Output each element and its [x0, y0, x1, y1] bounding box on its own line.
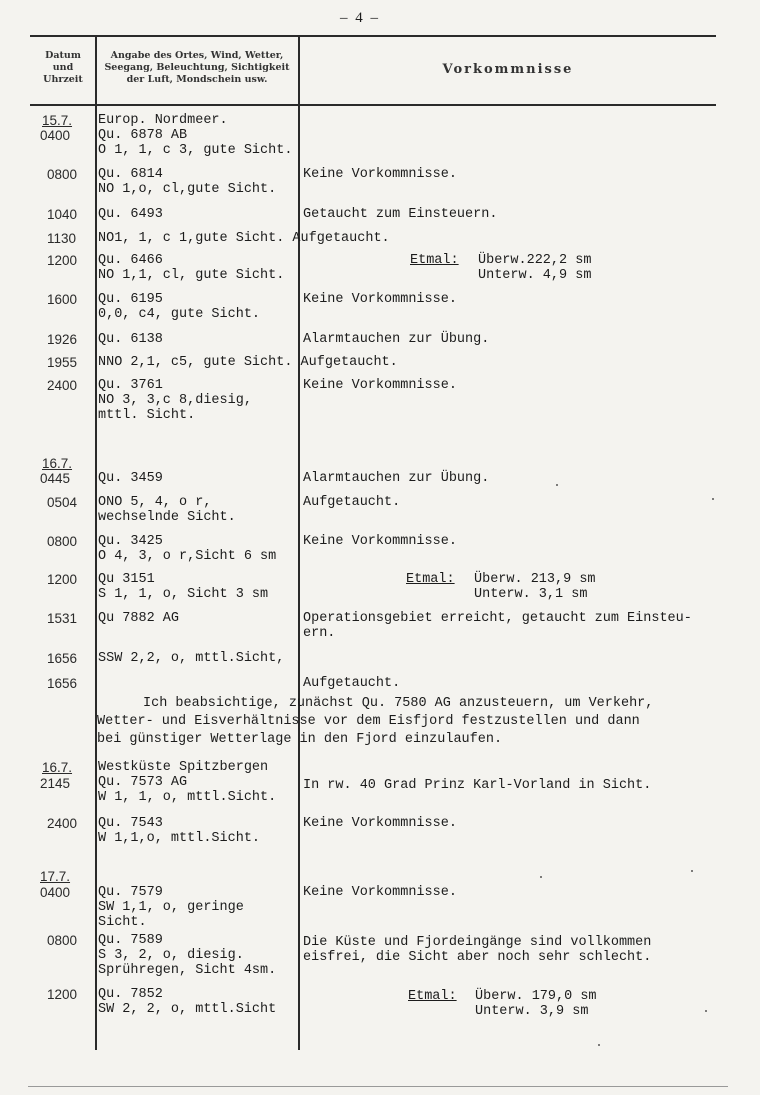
paper-speck — [540, 876, 542, 878]
entry-event: Keine Vorkommnisse. — [303, 167, 457, 182]
entry-place: Qu. 3425 O 4, 3, o r,Sicht 6 sm — [98, 534, 277, 564]
entry-time: 1200 — [47, 987, 78, 1002]
entry-date: 16.7. — [42, 456, 73, 471]
entry-time: 0400 — [40, 128, 71, 143]
entry-event: Keine Vorkommnisse. — [303, 292, 457, 307]
intention-paragraph: Ich beabsichtige, zunächst Qu. 7580 AG anzusteuern, um Verkehr, — [143, 696, 654, 711]
entry-time: 1656 — [47, 651, 78, 666]
entry-event: Alarmtauchen zur Übung. — [303, 471, 490, 486]
header-bottom-rule — [30, 104, 716, 106]
entry-place: Qu. 6493 — [98, 207, 163, 222]
header-date-time: Datum und Uhrzeit — [43, 50, 83, 85]
entry-time: 1656 — [47, 676, 78, 691]
page-bottom-rule — [28, 1086, 728, 1087]
paper-speck — [556, 484, 558, 486]
header-place-weather: Angabe des Ortes, Wind, Wetter, Seegang, Beleuchtung, Sichtigkeit der Luft, Mondschein usw. — [104, 50, 290, 85]
entry-date: 16.7. — [42, 760, 73, 775]
paper-speck — [691, 870, 693, 872]
entry-time: 0800 — [47, 167, 78, 182]
entry-time: 1531 — [47, 611, 78, 626]
paper-speck — [598, 1044, 600, 1046]
header-events: Vorkommnisse — [442, 62, 574, 77]
entry-place: NNO 2,1, c5, gute Sicht. Aufgetaucht. — [98, 355, 398, 370]
entry-time: 2145 — [40, 776, 71, 791]
intention-paragraph: Wetter- und Eisverhältnisse vor dem Eisfjord festzustellen und dann — [97, 714, 640, 729]
etmal-label: Etmal: — [408, 989, 457, 1004]
entry-time: 1600 — [47, 292, 78, 307]
entry-event: Keine Vorkommnisse. — [303, 885, 457, 900]
entry-event: Alarmtauchen zur Übung. — [303, 332, 490, 347]
entry-time: 1955 — [47, 355, 78, 370]
entry-place: Qu. 6138 — [98, 332, 163, 347]
entry-place: NO1, 1, c 1,gute Sicht. Aufgetaucht. — [98, 231, 390, 246]
entry-place: SSW 2,2, o, mttl.Sicht, — [98, 651, 285, 666]
entry-event: Aufgetaucht. — [303, 495, 401, 510]
entry-time: 0400 — [40, 885, 71, 900]
entry-place: Westküste Spitzbergen Qu. 7573 AG W 1, 1, o, mttl.Sicht. — [98, 760, 277, 805]
entry-time: 1040 — [47, 207, 78, 222]
entry-place: Europ. Nordmeer. Qu. 6878 AB O 1, 1, c 3, gute Sicht. — [98, 113, 293, 158]
entry-place: Qu. 7543 W 1,1,o, mttl.Sicht. — [98, 816, 261, 846]
entry-time: 1926 — [47, 332, 78, 347]
intention-paragraph: bei günstiger Wetterlage in den Fjord einzulaufen. — [97, 732, 503, 747]
paper-speck — [705, 1010, 707, 1012]
etmal-submerged: Unterw. 3,9 sm — [475, 1004, 589, 1019]
entry-time: 0445 — [40, 471, 71, 486]
etmal-submerged: Unterw. 3,1 sm — [474, 587, 588, 602]
page-number: – 4 – — [340, 10, 380, 26]
entry-event: Die Küste und Fjordeingänge sind vollkommen eisfrei, die Sicht aber noch sehr schlecht. — [303, 935, 652, 965]
entry-place: Qu. 6814 NO 1,o, cl,gute Sicht. — [98, 167, 277, 197]
entry-place: Qu. 3459 — [98, 471, 163, 486]
etmal-label: Etmal: — [410, 253, 459, 268]
column-divider-1 — [95, 37, 97, 1050]
entry-date: 15.7. — [42, 113, 73, 128]
entry-place: Qu 3151 S 1, 1, o, Sicht 3 sm — [98, 572, 269, 602]
entry-time: 1200 — [47, 572, 78, 587]
entry-time: 0800 — [47, 534, 78, 549]
entry-time: 0504 — [47, 495, 78, 510]
entry-event: Keine Vorkommnisse. — [303, 816, 457, 831]
paper-speck — [712, 498, 714, 500]
entry-time: 2400 — [47, 816, 78, 831]
entry-event: Operationsgebiet erreicht, getaucht zum Einsteu- ern. — [303, 611, 692, 641]
entry-place: Qu. 6466 NO 1,1, cl, gute Sicht. — [98, 253, 285, 283]
etmal-surface: Überw. 213,9 sm — [474, 572, 596, 587]
etmal-label: Etmal: — [406, 572, 455, 587]
entry-time: 1200 — [47, 253, 78, 268]
entry-place: Qu. 6195 0,0, c4, gute Sicht. — [98, 292, 261, 322]
entry-place: Qu 7882 AG — [98, 611, 180, 626]
entry-place: Qu. 3761 NO 3, 3,c 8,diesig, mttl. Sicht. — [98, 378, 252, 423]
entry-time: 2400 — [47, 378, 78, 393]
entry-place: ONO 5, 4, o r, wechselnde Sicht. — [98, 495, 236, 525]
entry-time: 1130 — [47, 231, 77, 246]
etmal-surface: Überw.222,2 sm — [478, 253, 592, 268]
entry-time: 0800 — [47, 933, 78, 948]
entry-event: Keine Vorkommnisse. — [303, 534, 457, 549]
column-divider-2 — [298, 37, 300, 1050]
table-top-rule — [30, 35, 716, 37]
etmal-surface: Überw. 179,0 sm — [475, 989, 597, 1004]
entry-date: 17.7. — [40, 869, 71, 884]
entry-event: Aufgetaucht. — [303, 676, 401, 691]
entry-event: Getaucht zum Einsteuern. — [303, 207, 498, 222]
etmal-submerged: Unterw. 4,9 sm — [478, 268, 592, 283]
entry-place: Qu. 7589 S 3, 2, o, diesig. Sprühregen, Sicht 4sm. — [98, 933, 277, 978]
entry-place: Qu. 7579 SW 1,1, o, geringe Sicht. — [98, 885, 244, 930]
entry-event: Keine Vorkommnisse. — [303, 378, 457, 393]
entry-event: In rw. 40 Grad Prinz Karl-Vorland in Sicht. — [303, 778, 652, 793]
entry-place: Qu. 7852 SW 2, 2, o, mttl.Sicht — [98, 987, 277, 1017]
